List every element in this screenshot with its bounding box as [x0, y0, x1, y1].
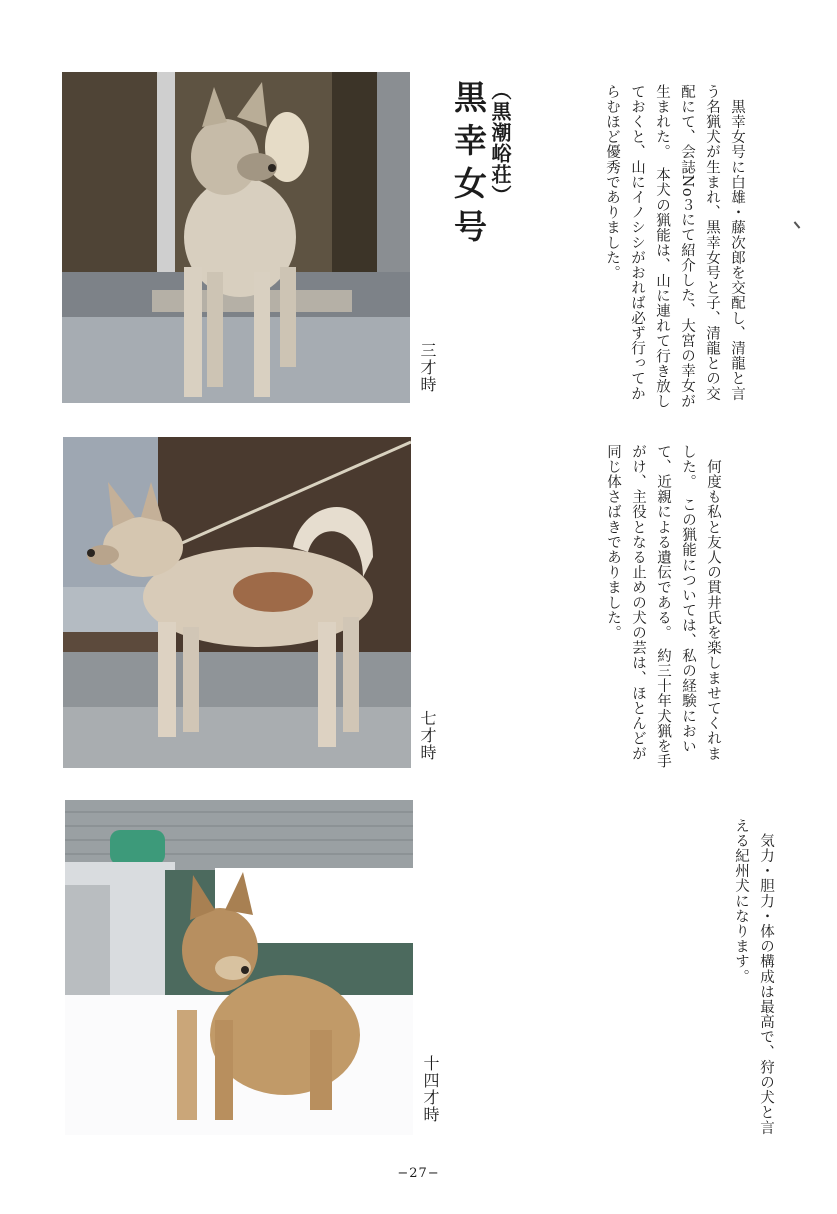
stray-mark	[794, 221, 801, 228]
body-paragraph: 気力・胆力・体の構成は最高で、狩の犬と言える紀州犬になります。	[733, 818, 774, 1136]
kennel-name: （黒潮峪荘）	[488, 80, 512, 206]
body-paragraph: 黒幸女号に白雄・藤次郎を交配し、清龍と言う名猟犬が生まれ、黒幸女号と子、清龍との交配にて、会誌No３にて紹介した、大宮の幸女が生まれた。 本犬の猟能は、山に連れて行き放しておくと、山にイノシシがおれば必ず行ってからむほど優秀でありました。	[604, 84, 745, 409]
dog-photo-seven-years	[63, 437, 411, 768]
dog-name-title: 黒幸女号	[449, 80, 488, 252]
dog-photo-three-years	[62, 72, 410, 403]
page-number: −27−	[397, 1166, 440, 1181]
body-paragraph: 何度も私と友人の貫井氏を楽しませてくれました。 この猟能については、私の経験において、近親による遺伝である。 約三十年犬猟を手がけ、主役となる止めの犬の芸は、ほとんどが同じ体さばきでありました。	[605, 444, 721, 769]
photo-caption: 十四才時	[421, 1055, 440, 1123]
photo-caption: 七才時	[418, 710, 437, 761]
photo-caption: 三才時	[418, 342, 437, 393]
dog-photo-fourteen-years	[65, 800, 413, 1135]
